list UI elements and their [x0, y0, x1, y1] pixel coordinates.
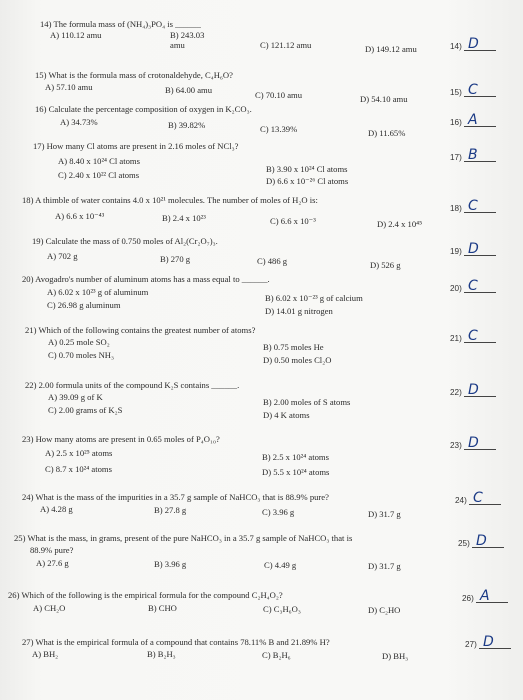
option-b: B) 2.4 x 10²³ [162, 213, 206, 223]
option-b: B) 39.82% [168, 120, 206, 130]
option-b: B) 64.00 amu [165, 85, 213, 95]
question-stem: 17) How many Cl atoms are present in 2.16 moles of NCl₃? [33, 141, 239, 151]
answer-blank-25[interactable]: 25) D [458, 533, 504, 551]
handwritten-answer: D [468, 435, 479, 451]
handwritten-answer: C [468, 198, 478, 214]
option-c: C) 6.6 x 10⁻³ [270, 216, 316, 226]
option-c: C) 13.39% [260, 124, 298, 134]
question-stem: 21) Which of the following contains the greatest number of atoms? [25, 325, 256, 335]
option-d: D) 5.5 x 10²⁴ atoms [262, 467, 330, 477]
option-a: A) 27.6 g [36, 558, 69, 568]
option-c: C) B₂H₆ [262, 650, 291, 660]
option-c: C) C₃H₆O₃ [263, 604, 301, 614]
option-d: D) 31.7 g [368, 561, 401, 571]
question-stem: 25) What is the mass, in grams, present of the pure NaHCO₃ in a 35.7 g sample of NaHCO₃ that is [14, 533, 353, 543]
option-d: D) 6.6 x 10⁻²⁶ Cl atoms [266, 176, 349, 186]
question-stem: 22) 2.00 formula units of the compound K₂S contains ______. [25, 380, 240, 390]
question-stem: 18) A thimble of water contains 4.0 x 10²¹ molecules. The number of moles of H₂O is: [22, 195, 318, 205]
answer-blank-18[interactable]: 18) C [450, 198, 496, 216]
option-b: B) CHO [148, 603, 177, 613]
answer-blank-26[interactable]: 26) A [462, 588, 508, 606]
question-stem: 23) How many atoms are present in 0.65 moles of P₄O₁₀? [22, 434, 220, 444]
option-c: C) 26.98 g aluminum [47, 300, 121, 310]
handwritten-answer: A [468, 112, 478, 128]
option-d: D) 54.10 amu [360, 94, 408, 104]
option-a: A) BH₂ [32, 649, 59, 659]
answer-blank-22[interactable]: 22) D [450, 382, 496, 400]
option-b: B) 27.8 g [154, 505, 187, 515]
handwritten-answer: D [483, 634, 494, 650]
option-b: B) 0.75 moles He [263, 342, 324, 352]
option-d: D) 149.12 amu [365, 44, 417, 54]
option-d: D) 526 g [370, 260, 401, 270]
handwritten-answer: C [473, 490, 483, 506]
question-stem: 20) Avogadro's number of aluminum atoms has a mass equal to ______. [22, 274, 270, 284]
option-a: A) 110.12 amu [50, 30, 102, 40]
option-d: D) 11.65% [368, 128, 406, 138]
option-a: A) 0.25 mole SO₂ [48, 337, 110, 347]
option-c: C) 2.00 grams of K₂S [48, 405, 123, 415]
option-a: A) CH₂O [33, 603, 66, 613]
answer-blank-24[interactable]: 24) C [455, 490, 501, 508]
option-b: B) 243.03 amu [170, 30, 205, 50]
question-stem: 16) Calculate the percentage composition of oxygen in K₂CO₃. [35, 104, 252, 114]
option-c: C) 121.12 amu [260, 40, 312, 50]
answer-blank-20[interactable]: 20) C [450, 278, 496, 296]
option-c: C) 3.96 g [262, 507, 295, 517]
option-a: A) 702 g [47, 251, 78, 261]
option-d: D) 31.7 g [368, 509, 401, 519]
option-c: C) 8.7 x 10²⁴ atoms [45, 464, 112, 474]
option-b: B) 6.02 x 10⁻²³ g of calcium [265, 293, 363, 303]
option-c: C) 486 g [257, 256, 288, 266]
question-stem: 24) What is the mass of the impurities in a 35.7 g sample of NaHCO₃ that is 88.9% pure? [22, 492, 329, 502]
handwritten-answer: D [468, 241, 479, 257]
handwritten-answer: C [468, 82, 478, 98]
question-stem: 19) Calculate the mass of 0.750 moles of Al₂(Cr₂O₇)₃. [32, 236, 218, 246]
option-b: B) 3.90 x 10²⁴ Cl atoms [266, 164, 348, 174]
answer-blank-21[interactable]: 21) C [450, 328, 496, 346]
option-c: C) 4.49 g [264, 560, 297, 570]
handwritten-answer: D [476, 533, 487, 549]
option-d: D) 4 K atoms [263, 410, 310, 420]
answer-blank-19[interactable]: 19) D [450, 241, 496, 259]
question-stem-cont: 88.9% pure? [30, 545, 74, 555]
option-d: D) 0.50 moles Cl₂O [263, 355, 332, 365]
option-b: B) 3.96 g [154, 559, 187, 569]
option-c: C) 2.40 x 10²² Cl atoms [58, 170, 140, 180]
option-c: C) 70.10 amu [255, 90, 303, 100]
handwritten-answer: C [468, 278, 478, 294]
option-d: D) BH₃ [382, 651, 409, 661]
option-a: A) 6.02 x 10²³ g of aluminum [47, 287, 149, 297]
option-a: A) 4.28 g [40, 504, 73, 514]
option-d: D) 14.01 g nitrogen [265, 306, 333, 316]
option-c: C) 0.70 moles NH₃ [48, 350, 115, 360]
answer-blank-15[interactable]: 15) C [450, 82, 496, 100]
option-b: B) B₂H₃ [147, 649, 176, 659]
option-b: B) 2.00 moles of S atoms [263, 397, 351, 407]
handwritten-answer: C [468, 328, 478, 344]
option-a: A) 57.10 amu [45, 82, 93, 92]
option-a: A) 2.5 x 10²⁵ atoms [45, 448, 113, 458]
option-d: D) 2.4 x 10⁴⁵ [377, 219, 423, 229]
question-stem: 27) What is the empirical formula of a compound that contains 78.11% B and 21.89% H? [22, 637, 330, 647]
option-a: A) 39.09 g of K [48, 392, 103, 402]
option-a: A) 34.73% [60, 117, 98, 127]
option-b: B) 2.5 x 10²⁴ atoms [262, 452, 329, 462]
question-stem: 14) The formula mass of (NH₄)₃PO₄ is ______ [40, 19, 201, 29]
answer-blank-23[interactable]: 23) D [450, 435, 496, 453]
answer-blank-27[interactable]: 27) D [465, 634, 511, 652]
answer-blank-17[interactable]: 17) B [450, 147, 496, 165]
handwritten-answer: D [468, 36, 479, 52]
question-stem: 15) What is the formula mass of crotonaldehyde, C₄H₆O? [35, 70, 233, 80]
option-a: A) 8.40 x 10²⁴ Cl atoms [58, 156, 140, 166]
option-d: D) C₂HO [368, 605, 401, 615]
option-a: A) 6.6 x 10⁻⁴³ [55, 211, 105, 221]
question-stem: 26) Which of the following is the empirical formula for the compound C₂H₄O₂? [8, 590, 283, 600]
answer-blank-14[interactable]: 14) D [450, 36, 496, 54]
handwritten-answer: D [468, 382, 479, 398]
handwritten-answer: B [468, 147, 478, 163]
handwritten-answer: A [480, 588, 490, 604]
option-b: B) 270 g [160, 254, 191, 264]
answer-blank-16[interactable]: 16) A [450, 112, 496, 130]
